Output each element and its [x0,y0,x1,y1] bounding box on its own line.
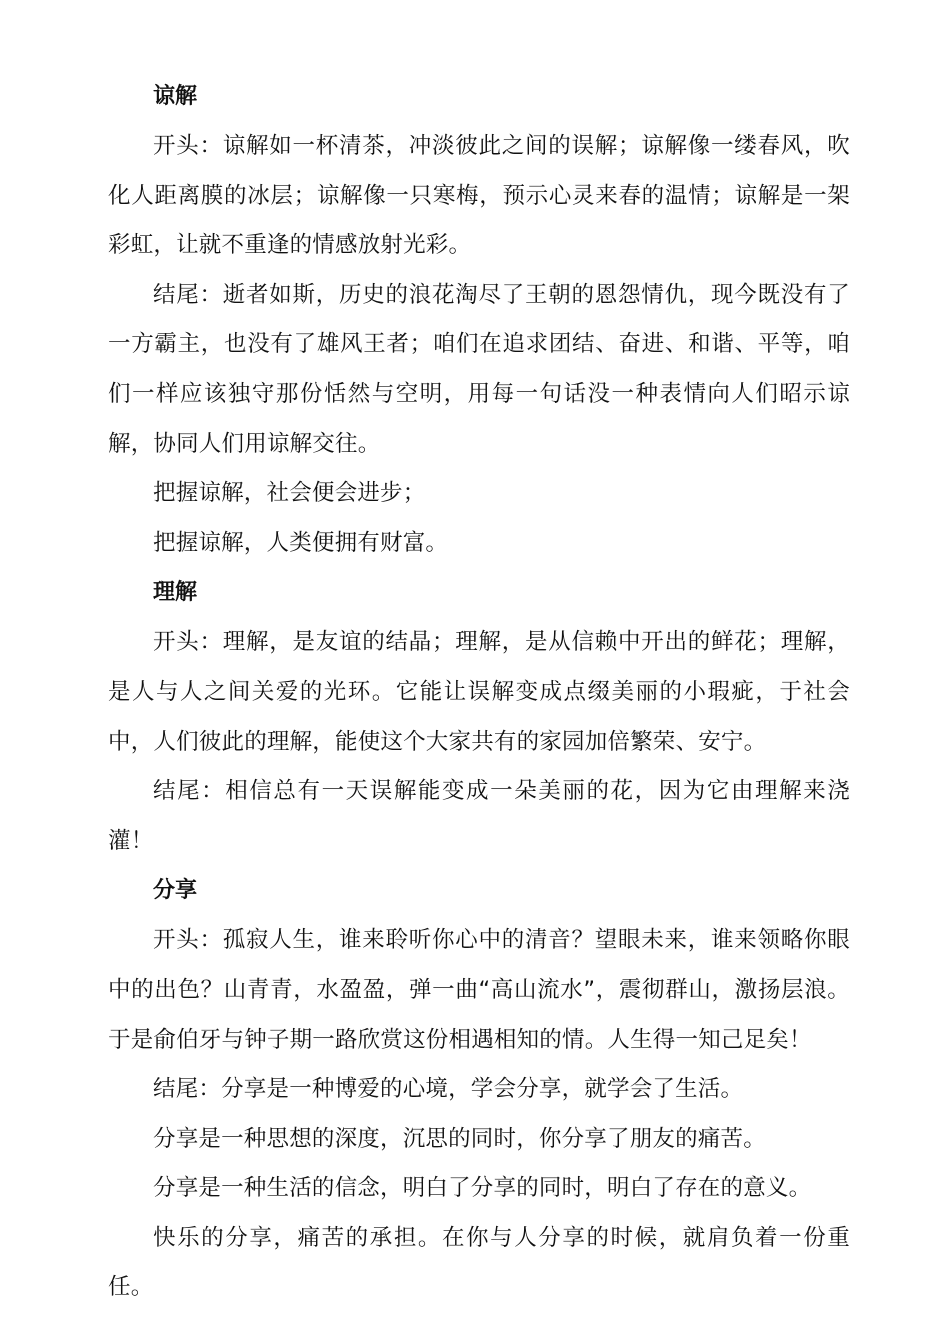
document-page [108,72,850,1313]
section-heading: 理解 [153,580,198,606]
section-lijie [108,568,850,866]
section-heading: 谅解 [153,84,198,109]
paragraph: 开头：理解，是友谊的结晶；理解，是从信赖中开出的鲜花；理解，是人与人之间关爱的光环。它能让误解变成点缀美丽的小瑕疵，于社会中，人们彼此的理解，能使这个大家共有的家园加倍繁荣、安宁。 [108,629,850,755]
paragraph: 结尾：逝者如斯，历史的浪花淘尽了王朝的恩怨情仇，现今既没有了一方霸主，也没有了雄风王者；咱们在追求团结、奋进、和谐、平等，咱们一样应该独守那份恬然与空明，用每一句话没一种表情向人们昭示谅解，协同人们用谅解交往。 [108,281,850,457]
paragraph: 把握谅解，人类便拥有财富。 [153,529,449,556]
paragraph: 把握谅解，社会便会进步； [153,480,426,507]
paragraph: 结尾：分享是一种博爱的心境，学会分享，就学会了生活。 [153,1076,744,1103]
section-liangjie [108,72,850,568]
paragraph: 开头：孤寂人生，谁来聆听你心中的清音？望眼未来，谁来领略你眼中的出色？山青青，水盈盈，弹一曲“高山流水”，震彻群山，激扬层浪。于是俞伯牙与钟子期一路欣赏这份相遇相知的情。人生得一知己足矣！ [108,927,850,1053]
section-fenxiang [108,866,850,1313]
paragraph: 快乐的分享，痛苦的承担。在你与人分享的时候，就肩负着一份重任。 [108,1224,850,1301]
paragraph: 分享是一种思想的深度，沉思的同时，你分享了朋友的痛苦。 [153,1125,766,1152]
section-heading: 分享 [153,878,198,904]
paragraph: 开头：谅解如一杯清茶，冲淡彼此之间的误解；谅解像一缕春风，吹化人距离膜的冰层；谅解像一只寒梅，预示心灵来春的温情；谅解是一架彩虹，让就不重逢的情感放射光彩。 [108,133,850,259]
paragraph: 分享是一种生活的信念，明白了分享的同时，明白了存在的意义。 [153,1175,812,1202]
paragraph: 结尾：相信总有一天误解能变成一朵美丽的花，因为它由理解来浇灌！ [108,778,850,854]
